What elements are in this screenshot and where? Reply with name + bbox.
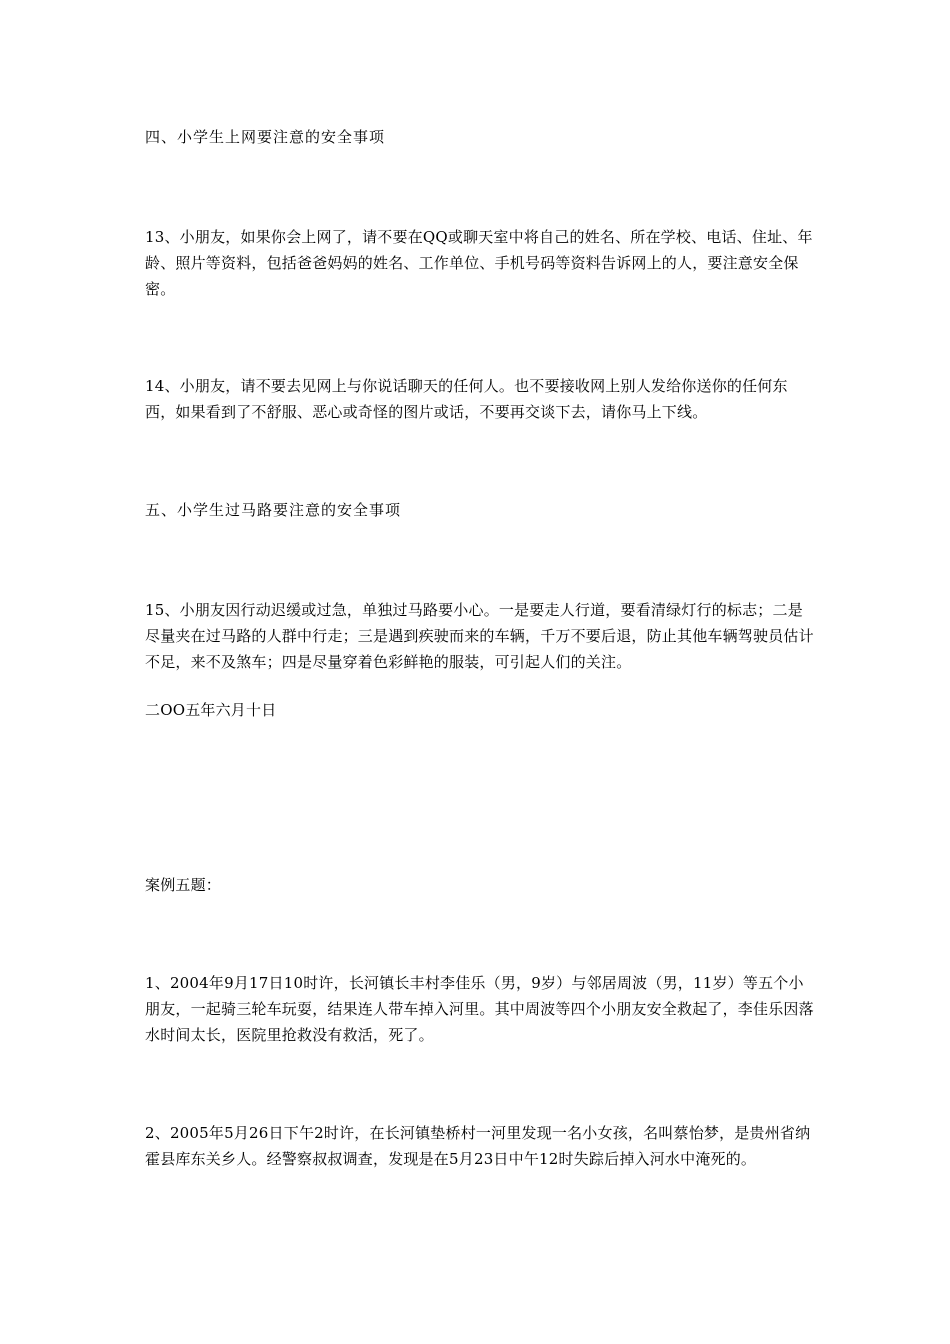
paragraph-item-15: 15、小朋友因行动迟缓或过急，单独过马路要小心。一是要走人行道，要看清绿灯行的标志；二是尽量夹在过马路的人群中行走；三是遇到疾驶而来的车辆，千万不要后退，防止其他车辆驾驶员估计不足，来不及煞车；四是尽量穿着色彩鲜艳的服装，可引起人们的关注。 <box>145 601 814 671</box>
case-paragraph-1: 1、2004年9月17日10时许，长河镇长丰村李佳乐（男，9岁）与邻居周波（男，11岁）等五个小朋友，一起骑三轮车玩耍，结果连人带车掉入河里。其中周波等四个小朋友安全救起了，李佳乐因落水时间太长，医院里抢救没有救活，死了。 <box>145 974 814 1044</box>
paragraph-item-13: 13、小朋友，如果你会上网了，请不要在QQ或聊天室中将自己的姓名、所在学校、电话、住址、年龄、照片等资料，包括爸爸妈妈的姓名、工作单位、手机号码等资料告诉网上的人，要注意安全保密。 <box>145 228 813 298</box>
section-heading-road-safety: 五、小学生过马路要注意的安全事项 <box>145 501 402 519</box>
section-heading-internet-safety: 四、小学生上网要注意的安全事项 <box>145 128 386 146</box>
paragraph-item-14: 14、小朋友，请不要去见网上与你说话聊天的任何人。也不要接收网上别人发给你送你的任何东西，如果看到了不舒服、恶心或奇怪的图片或话，不要再交谈下去，请你马上下线。 <box>145 377 788 421</box>
cases-heading: 案例五题： <box>145 876 222 894</box>
date-line: 二OO五年六月十日 <box>145 701 277 719</box>
case-paragraph-2: 2、2005年5月26日下午2时许，在长河镇垫桥村一河里发现一名小女孩，名叫蔡怡梦，是贵州省纳霍县库东关乡人。经警察叔叔调查，发现是在5月23日中午12时失踪后掉入河水中淹死的。 <box>145 1124 811 1168</box>
